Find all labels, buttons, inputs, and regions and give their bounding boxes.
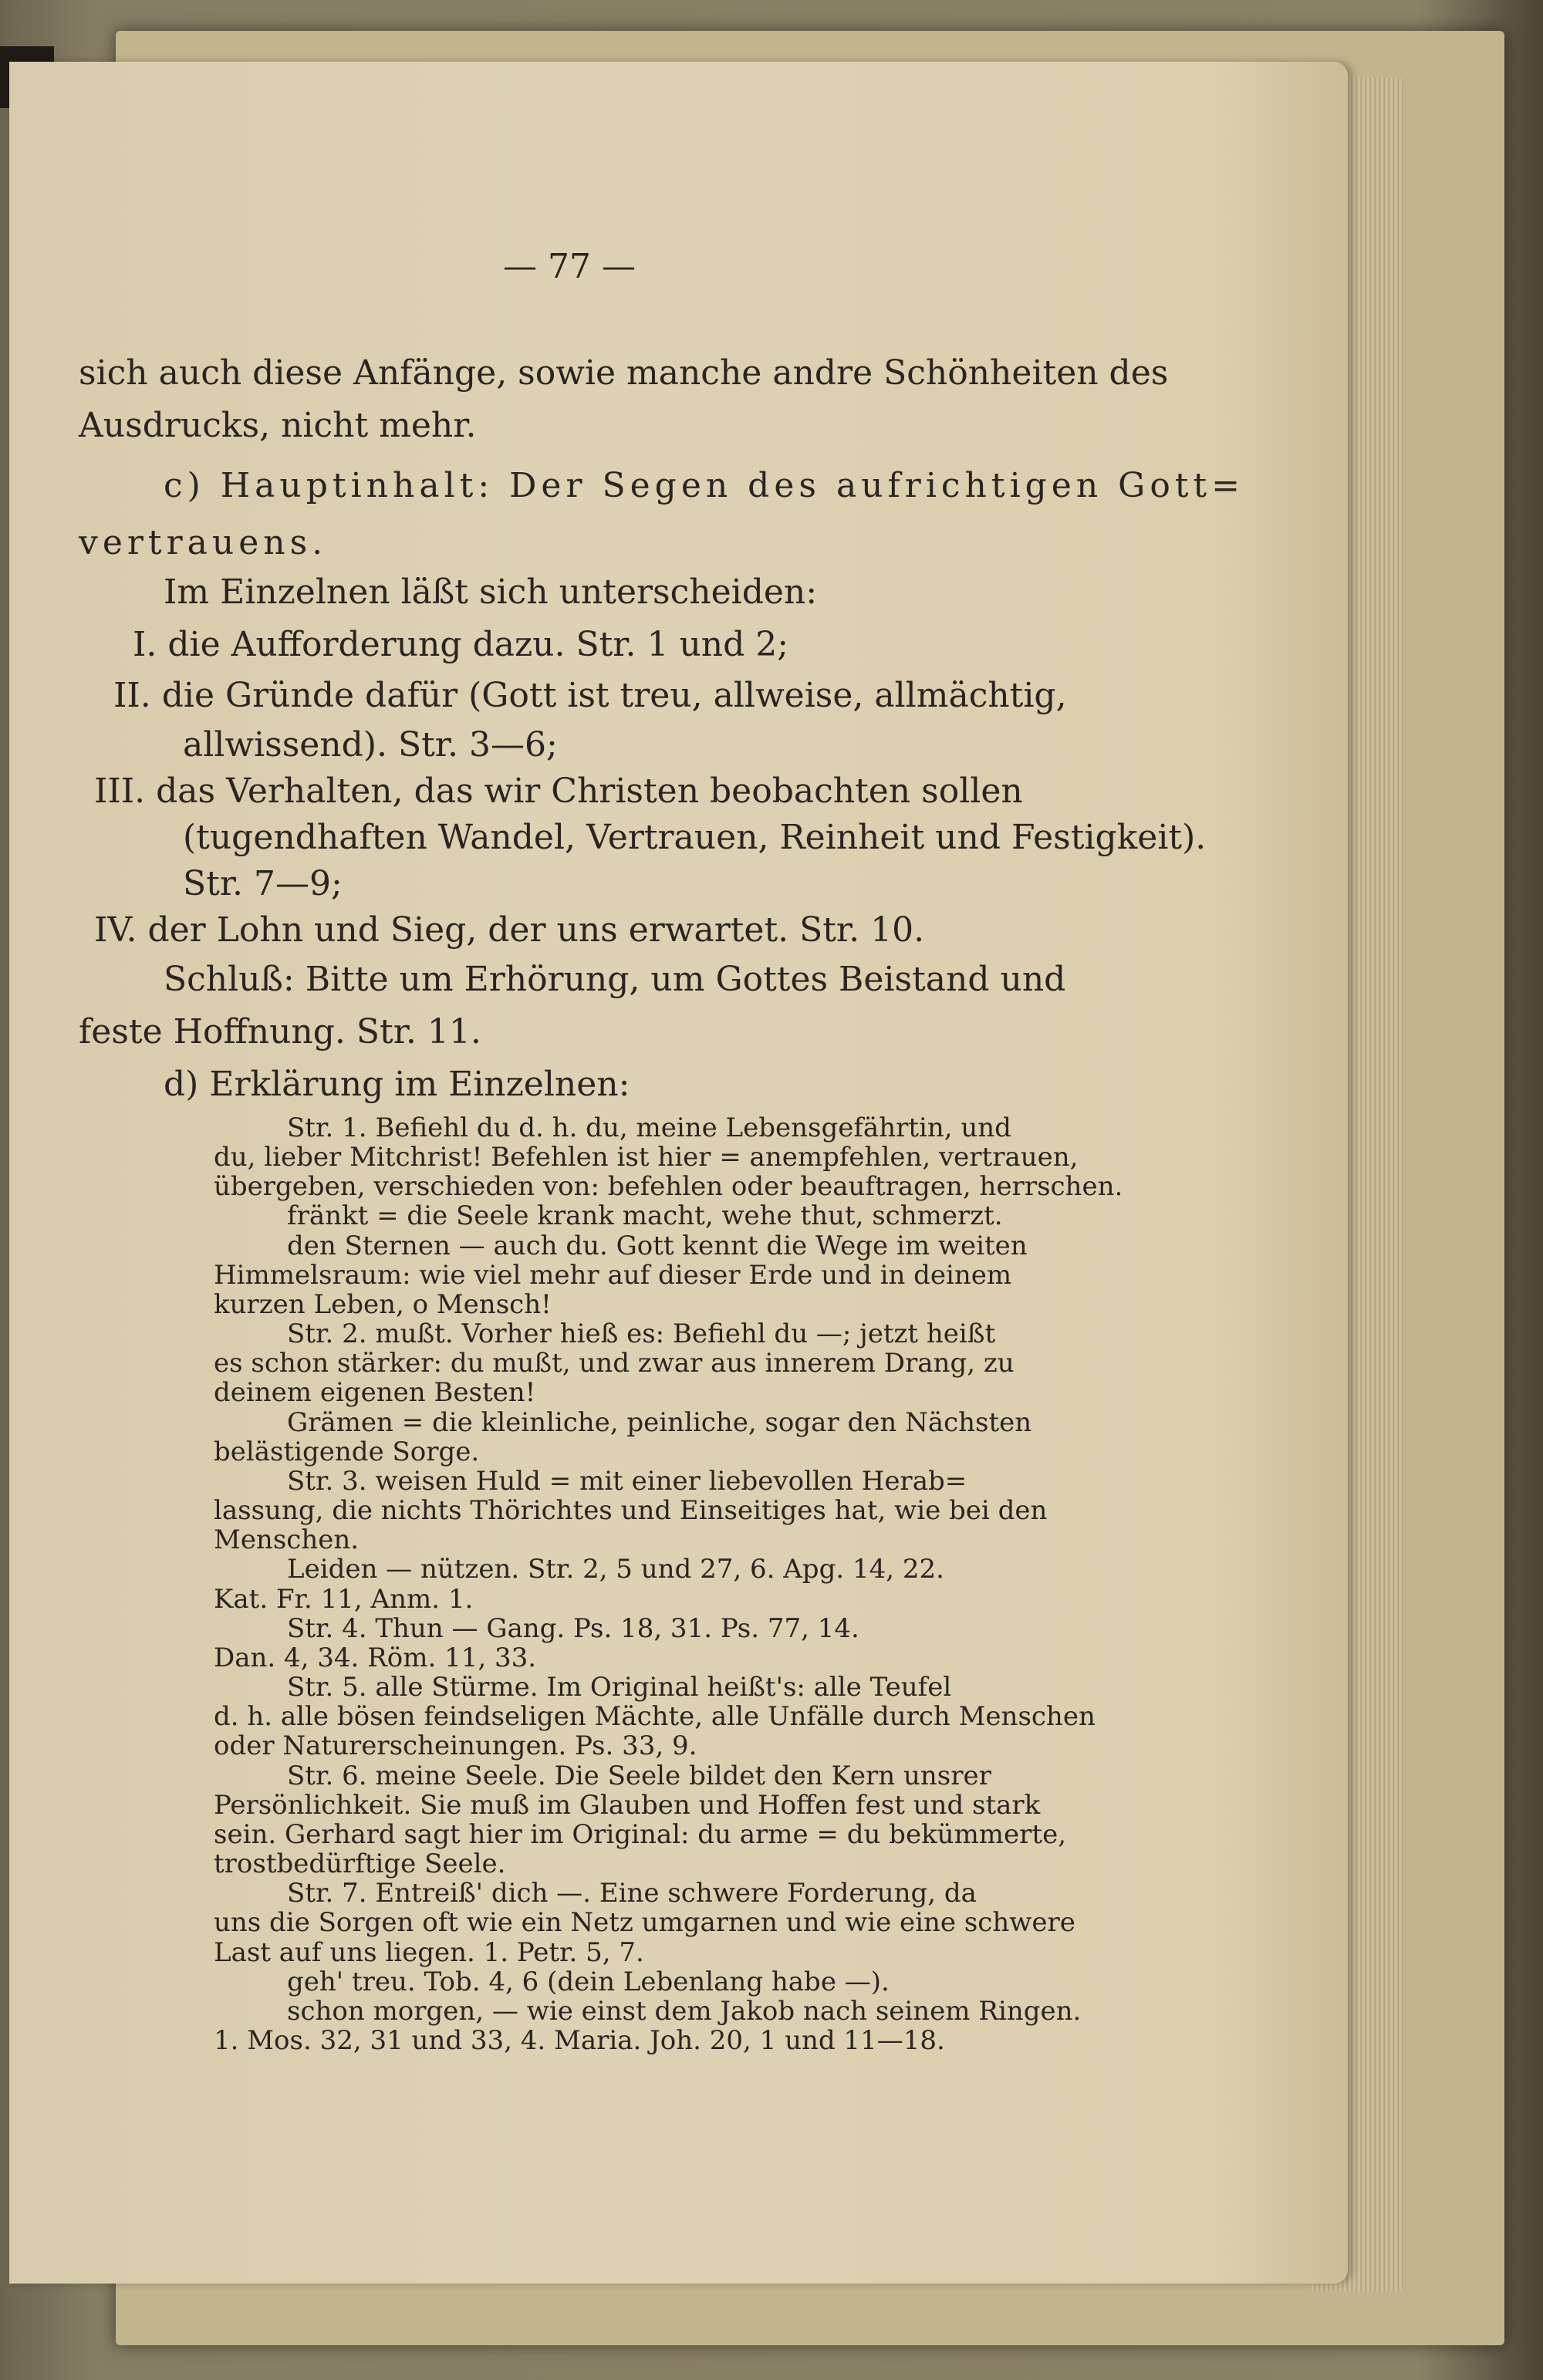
note-line: Str. 1. Befiehl du d. h. du, meine Lebensgefährtin, und (287, 1112, 1011, 1143)
note-line: schon morgen, — wie einst dem Jakob nach seinem Ringen. (287, 1996, 1082, 2027)
text-line: Str. 7—9; (183, 864, 343, 903)
note-line: den Sternen — auch du. Gott kennt die Wege im weiten (287, 1231, 1028, 1261)
text-line: c) Hauptinhalt: Der Segen des aufrichtigen Gott= (164, 466, 1245, 505)
book-page (9, 62, 1348, 2284)
note-line: lassung, die nichts Thörichtes und Einseitiges hat, wie bei den (214, 1495, 1048, 1526)
note-line: es schon stärker: du mußt, und zwar aus innerem Drang, zu (214, 1348, 1015, 1379)
text-line: Im Einzelnen läßt sich unterscheiden: (164, 572, 818, 612)
text-line: IV. der Lohn und Sieg, der uns erwartet. Str. 10. (94, 910, 925, 950)
text-line: III. das Verhalten, das wir Christen beobachten sollen (94, 771, 1023, 811)
text-line: d) Erklärung im Einzelnen: (164, 1065, 630, 1104)
text-line: Schluß: Bitte um Erhörung, um Gottes Beistand und (164, 960, 1066, 999)
note-line: Str. 5. alle Stürme. Im Original heißt's: alle Teufel (287, 1672, 952, 1703)
note-line: kurzen Leben, o Mensch! (214, 1289, 552, 1320)
note-line: Grämen = die kleinliche, peinliche, sogar den Nächsten (287, 1407, 1032, 1438)
note-line: trostbedürftige Seele. (214, 1848, 506, 1879)
note-line: sein. Gerhard sagt hier im Original: du arme = du bekümmerte, (214, 1819, 1067, 1850)
note-line: Str. 2. mußt. Vorher hieß es: Befiehl du —; jetzt heißt (287, 1318, 996, 1349)
note-line: du, lieber Mitchrist! Befehlen ist hier = anempfehlen, vertrauen, (214, 1142, 1079, 1173)
note-line: Str. 3. weisen Huld = mit einer liebevollen Herab= (287, 1466, 967, 1497)
note-line: Dan. 4, 34. Röm. 11, 33. (214, 1642, 537, 1673)
note-line: deinem eigenen Besten! (214, 1377, 536, 1408)
note-line: Leiden — nützen. Str. 2, 5 und 27, 6. Apg. 14, 22. (287, 1554, 944, 1585)
note-line: oder Naturerscheinungen. Ps. 33, 9. (214, 1730, 697, 1761)
note-line: Himmelsraum: wie viel mehr auf dieser Erde und in deinem (214, 1260, 1012, 1291)
text-line: vertrauens. (79, 523, 328, 562)
note-line: Str. 6. meine Seele. Die Seele bildet den Kern unsrer (287, 1761, 991, 1791)
note-line: Menschen. (214, 1524, 360, 1555)
note-line: Persönlichkeit. Sie muß im Glauben und Hoffen fest und stark (214, 1790, 1041, 1821)
note-line: übergeben, verschieden von: befehlen oder beauftragen, herrschen. (214, 1171, 1123, 1202)
text-line: allwissend). Str. 3—6; (183, 725, 558, 765)
note-line: uns die Sorgen oft wie ein Netz umgarnen und wie eine schwere (214, 1907, 1075, 1938)
note-line: belästigende Sorge. (214, 1436, 480, 1467)
note-line: fränkt = die Seele krank macht, wehe thut, schmerzt. (287, 1200, 1003, 1231)
text-line: (tugendhaften Wandel, Vertrauen, Reinheit und Festigkeit). (183, 818, 1207, 857)
note-line: Str. 4. Thun — Gang. Ps. 18, 31. Ps. 77, 14. (287, 1613, 859, 1644)
note-line: Kat. Fr. 11, Anm. 1. (214, 1584, 474, 1615)
text-line: feste Hoffnung. Str. 11. (79, 1012, 481, 1052)
text-line: Ausdrucks, nicht mehr. (79, 406, 477, 445)
text-line: sich auch diese Anfänge, sowie manche andre Schönheiten des (79, 353, 1169, 393)
text-line: I. die Aufforderung dazu. Str. 1 und 2; (133, 625, 789, 664)
note-line: geh' treu. Tob. 4, 6 (dein Lebenlang habe —). (287, 1966, 890, 1997)
note-line: d. h. alle bösen feindseligen Mächte, alle Unfälle durch Menschen (214, 1701, 1096, 1732)
text-line: II. die Gründe dafür (Gott ist treu, allweise, allmächtig, (113, 676, 1067, 715)
note-line: Last auf uns liegen. 1. Petr. 5, 7. (214, 1937, 644, 1968)
note-line: Str. 7. Entreiß' dich —. Eine schwere Forderung, da (287, 1878, 977, 1909)
page-number: — 77 — (503, 247, 636, 286)
note-line: 1. Mos. 32, 31 und 33, 4. Maria. Joh. 20, 1 und 11—18. (214, 2025, 945, 2056)
